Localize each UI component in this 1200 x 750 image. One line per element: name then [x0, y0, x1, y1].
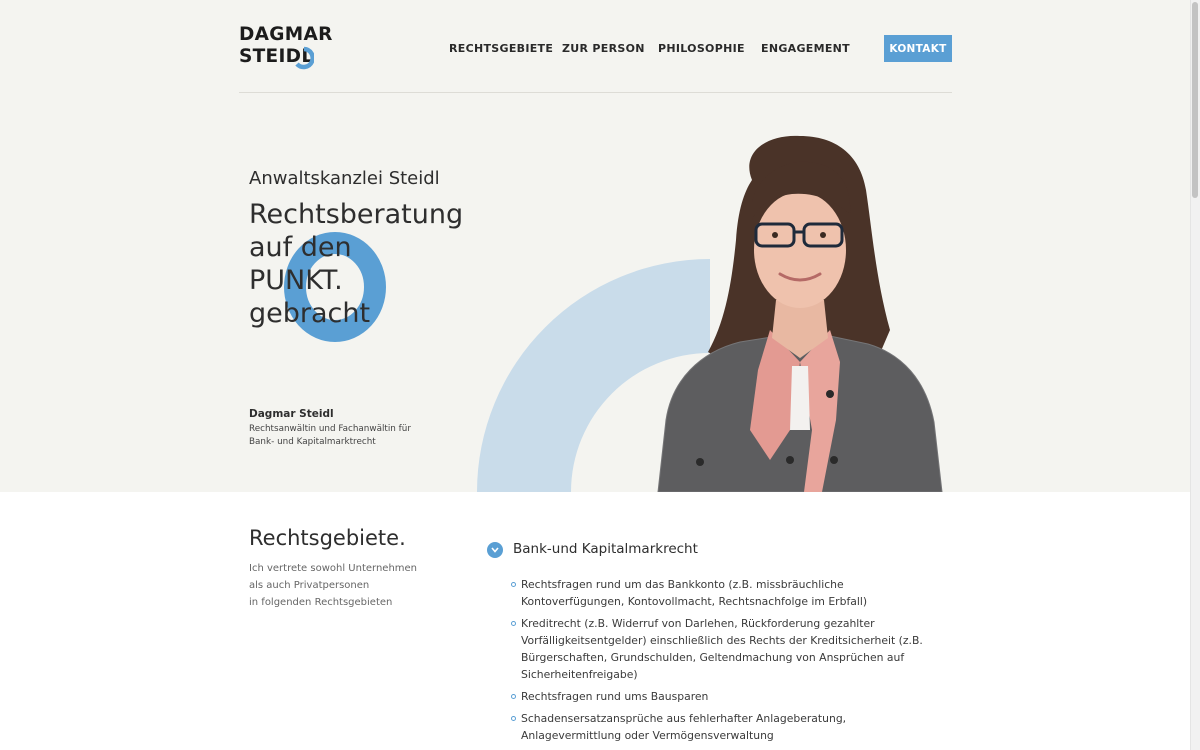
chevron-down-icon[interactable]: [487, 542, 503, 558]
header-divider: [239, 92, 952, 93]
headline-line: gebracht: [249, 298, 371, 329]
list-item: [511, 615, 931, 683]
hero-kicker: Anwaltskanzlei Steidl: [249, 168, 440, 189]
headline-line: PUNKT.: [249, 265, 343, 296]
circle-bullet-icon: [511, 621, 516, 626]
headline-line: auf den: [249, 232, 352, 263]
section-subtitle-line: in folgenden Rechtsgebieten: [249, 597, 393, 608]
list-item: [511, 688, 931, 705]
logo-dot-icon: [294, 44, 314, 72]
circle-bullet-icon: [511, 582, 516, 587]
nav-rechtsgebiete[interactable]: RECHTSGEBIETE: [449, 42, 554, 55]
person-title-line: Rechtsanwältin und Fachanwältin für: [249, 424, 411, 434]
list-item-text: Rechtsfragen rund um das Bankkonto (z.B. missbräuchliche Kontoverfügungen, Kontovollmacht, Rechtsnachfolge im Erbfall): [521, 578, 868, 608]
logo-line-1: DAGMAR: [239, 24, 333, 45]
section-title: Rechtsgebiete.: [249, 526, 406, 550]
headline-line: Rechtsberatung: [249, 199, 464, 230]
accordion-title[interactable]: Bank-und Kapitalmarkrecht: [513, 541, 698, 557]
list-item: [511, 710, 931, 744]
circle-bullet-icon: [511, 694, 516, 699]
portrait-photo: [640, 130, 950, 492]
accordion-list: [511, 576, 931, 749]
section-subtitle: [249, 560, 449, 611]
hero-headline: [249, 198, 479, 330]
logo-line-2: STEIDL: [239, 46, 314, 67]
list-item-text: Rechtsfragen rund ums Bausparen: [521, 690, 709, 703]
scrollbar[interactable]: [1190, 0, 1200, 750]
person-name: Dagmar Steidl: [249, 408, 334, 420]
logo[interactable]: [239, 24, 333, 74]
section-subtitle-line: als auch Privatpersonen: [249, 580, 370, 591]
circle-bullet-icon: [511, 716, 516, 721]
nav-zur-person[interactable]: ZUR PERSON: [562, 42, 645, 55]
chevron-down-glyph: [491, 547, 499, 553]
contact-button[interactable]: KONTAKT: [884, 35, 952, 62]
list-item: [511, 576, 931, 610]
person-title: [249, 423, 429, 449]
section-subtitle-line: Ich vertrete sowohl Unternehmen: [249, 563, 418, 574]
nav-engagement[interactable]: ENGAGEMENT: [761, 42, 850, 55]
nav-philosophie[interactable]: PHILOSOPHIE: [658, 42, 745, 55]
list-item-text: Kreditrecht (z.B. Widerruf von Darlehen, Rückforderung gezahlter Vorfälligkeitsentgelder) einschließlich des Rechts der Kreditsicherheit (z.B. Bürgerschaften, Grundschulden, Geltendmachung von Ansprüchen auf Sicherheitenfreigabe): [521, 617, 923, 681]
person-title-line: Bank- und Kapitalmarktrecht: [249, 437, 376, 447]
scrollbar-thumb[interactable]: [1192, 2, 1198, 198]
list-item-text: Schadensersatzansprüche aus fehlerhafter Anlageberatung, Anlagevermittlung oder Vermögensverwaltung: [521, 712, 847, 742]
